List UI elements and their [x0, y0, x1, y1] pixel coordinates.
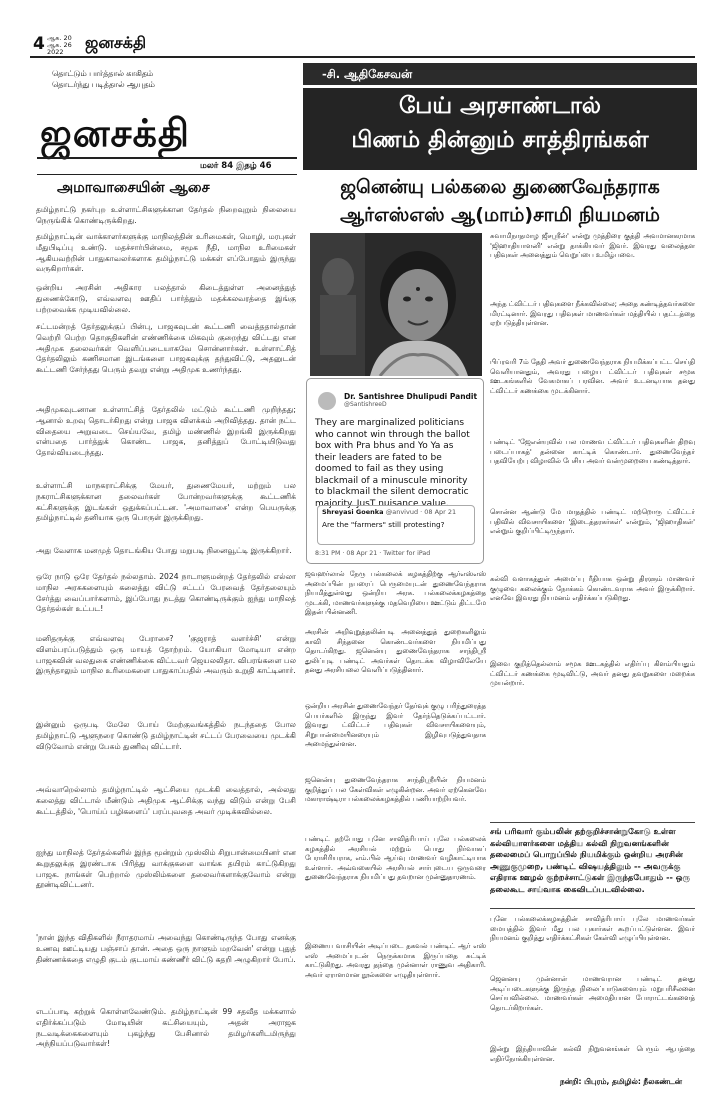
editorial-paragraph: ஒரே நாடு ஒரே தேர்தல் நல்லதாம். 2024 நாடாளுமன்றத் தேர்தலில் எல்லா மாநில அரசுகளையும் கலைத்து விட்டு சட்டப் பேரவைத் தேர்தலையும் சேர்த்து வைப்பார்களாம், இப்போது நடத்து கொண்டிருக்கும் ஐந்து மாநிலத் தேர்தல்கள் உட்பட! [36, 572, 296, 614]
editorial-paragraph: தமிழ்நாட்டின் வாக்காளர்களுக்கு மாநிலத்தின் உரிமைகள், மொழி, மரபுகள் மீதுபிடிப்பு உண்டு. மதச்சார்பின்மை, சமூக நீதி, மாநில உரிமைகள் ஆகியவற்றின் பாதுகாவலர்களாக தமிழ்நாட்டு மக்கள் எப்போதும் இருந்து வருகிறார்கள். [36, 232, 296, 274]
date-line: ஆக. 26 [47, 41, 72, 49]
editorial-paragraph: சட்டமன்றத் தேர்தலுக்குப் பின்பு, பாஜகவுடன் கூட்டணி வைத்ததால்தான் வெற்றி பெற்ற தொகுதிகளின் எண்ணிக்கை மிகவும் குறைந்து விட்டது என அதிமுக தலைவர்கள் வெளிப்படையாகவே சொன்னார்கள். உள்ளாட்சித் தேர்தலிலும் கணிசமான இடங்களை பாஜகவுக்கு தந்துவிட்டு, அதனுடன் கூட்டணி சேர்ந்தது பெரும் தவறு என்று அதிமுக உணர்ந்தது. [36, 322, 296, 375]
editorial-title: அமாவாசையின் ஆசை [57, 180, 210, 196]
tweet-author-name: Dr. Santishree Dhulipudi Pandit [344, 392, 478, 401]
quoted-author-handle: @anvivud · 08 Apr 21 [385, 508, 457, 516]
editorial-paragraph: மனிதருக்கு எவ்வளவு பேராசை? 'குஜராத் வளர்ச்சி' என்று விளம்பரப்படுத்தும் ஒரு மாயத் தோற்றம். யோகியா மோடியா என்ற பாஜகவின் வலதுகை எண்ணிக்கை விட்டவர் ஜெயலலிதா. விபரங்களை பல இருந்தாலும் மாநில உரிமைகளை பாதுகாப்பதில் அவரும் உறுதி காட்டினார். [36, 634, 296, 676]
article-paragraph: ஜெனனயு முன்னாள் மாணவரான பண்டிட் தனது அடிப்படைகளுக்கு இருந்த நிலைப்பாடுகளையும் மறுபரிசீலனை செய்யவில்லை. மாணவர்கள் அமைதியான போராட்டங்களைத் தொடர்கிறார்கள். [490, 975, 695, 1012]
editorial-paragraph: உள்ளாட்சி மாநகராட்சிக்கு மேயர், துணைமேயர், மற்றும் பல நகராட்சிகளுக்கான தலைவர்கள் போன்றவர்களுக்கு கூட்டணிக் கட்சிகளுக்கு இடங்கள் ஒதுக்கப்பட்டன. 'அமாவாசை' என்ற பெயருக்கு தமிழ்நாட்டில் தனியாக ஒரு பொருள் இருக்கிறது. [36, 481, 296, 523]
editorial-paragraph: எடப்பாடி கற்றுக் கொள்ளவேண்டும். தமிழ்நாட்டின் 99 சதவீத மக்களால் எதிர்க்கப்படும் மோடியின் கட்சியையும், அதன் அராஜக நடவடிக்கைகளையும் புகழ்ந்து பேசினால் தமிழர்களிடமிருந்து அந்நியப்படுவார்கள்! [36, 1007, 296, 1049]
tweet-avatar [318, 392, 336, 410]
tagline-2: தொடர்ந்து படித்தால் ஆயுதம் [52, 80, 155, 89]
pullquote-rule-bottom [490, 908, 695, 909]
editorial-paragraph: 'நான் இந்த விதிகளில் நீராதரமாய் அவைந்து கொண்டிருந்த போது எனக்கு உணவு ஊட்டியது பஞ்சாப் தான். அதை ஒரு நாளும் மறவேன்' என்று புதுத் திண்ணக்கதை எழுதி குடம் குடமாய் கண்ணீர் விட்டு கதறி அழுகிறார் போப். [36, 933, 296, 964]
article-credit: நன்றி: பிபுரம், தமிழில்: நீலகண்டன் [560, 1077, 683, 1086]
editorial-paragraph: ஒன்றிய அரசின் அதிகார பலத்தால் கிடைத்துள்ள அனைத்துத் துணைக்கோடு, எவ்வளவு ஊதிப் பார்த்தும் மதக்கலவரத்தை இங்கு பற்றவைக்க முடியவில்லை. [36, 283, 296, 314]
pullquote-rule-top [490, 822, 695, 823]
article-paragraph: இன்று இந்தியாவின் கல்வி நிறுவனங்கள் பெரும் ஆபத்தை எதிர்நோக்கியுள்ளன. [490, 1045, 695, 1063]
article-paragraph: இவை குறித்தெல்லாம் சமூக ஊடகத்தில் எதிர்ப்பு கிளம்பியதும் ட்விட்டர் கணக்கை மூடிவிட்டு, அவர் தனது தவறுகளை மறைக்க முயன்றார். [490, 660, 695, 688]
editorial-paragraph: அது வேளாக மனமுத் தொடங்கிய போது மறுபடி நினைவூட்டி இருக்கிறார். [36, 546, 292, 555]
quoted-tweet-author [322, 508, 456, 516]
article-paragraph: சொன்ன ஆண்டு மே மாதத்தில் பண்டிட் மற்றொரு ட்விட்டர் பதிவில் விவசாயிகளை 'இடைத்தரகர்கள்' என்றும், 'ஜிஹாதிகள்' என்றும் குறிப்பிட்டிருந்தார். [490, 508, 695, 536]
tweet-author-handle: @SantishreeD [344, 401, 387, 408]
pull-quote: சங் பரிவார் கும்பலின் தற்குறிச்சான்றுகோடு உள்ள கல்வியாளர்களை மத்திய கல்வி நிறுவனங்களின் தலைமைப் பொறுப்பில் நியமிக்கும் ஒன்றிய அரசின் அணுகுமுறை, பண்டிட் விஷயத்திலும் -- அவருக்கு எதிராக ஊழல் குற்றச்சாட்டுகள் இருந்தபோதும் -- ஒரு தலைகூட சாய்வாக கைவிடப்படவில்லை. [490, 826, 691, 894]
article-paragraph: புனே பல்கலைக்கழகத்தின் சாவித்ரிபாய் புலே மாணவர்கள் மையத்தில் இவர் மீது பல புகார்கள் கூறப்பட்டுள்ளன. இவர் நியமனம் குறித்து எதிர்க்கட்சிகள் கேள்வி எழுப்பியுள்ளன. [490, 915, 695, 943]
headline-line-1: பேய் அரசாண்டால் [398, 93, 602, 119]
article-paragraph: அந்த ட்விட்டர் பதிவுகளை நீக்கவில்லை; அதை கண்டித்தவர்களை மிரட்டினார். இவரது பதிவுகள் மாணவர்கள் மத்தியில் பதட்டத்தை ஏற்படுத்தியுள்ளன. [490, 300, 695, 328]
article-paragraph: ஜவஹர்லால் நேரு பல்கலைக் கழகத்திற்கு ஆர்எஸ்எஸ் அமைப்பின் நபரைப் பெருமையுடன் துணைவேந்தராக நியமித்துள்ளது ஒன்றிய அரசு. பல்கலைக்கழகத்தை முடக்கி, மாணவர்களுக்கு மதவெறியை ஊட்டும் திட்டமே இதன் பின்னணி. [305, 570, 486, 617]
article-author: -சி. ஆதிகேசவன் [322, 67, 413, 81]
article-paragraph: பண்டிட் தற்போது புனே சாவித்ரிபாய் புலே பல்கலைக் கழகத்தில் அரசியல் மற்றும் பொது நிர்வாகப் பேராசிரியராக, எம்.பில் ஆய்வு மாணவர் வழிகாட்டியாக உள்ளார். அவ்வகையில் அரசியல் சார்புடைய ஒருவரை துணைவேந்தராக நியமிப்பது தவறான முன்னுதாரணம். [305, 835, 486, 882]
article-paragraph: ஒன்றிய அரசின் துணைவேந்தர் தேர்வுக் குழு பரிந்துரைத்த பெயர்களில் இருந்து இவர் தேர்ந்தெடுக்கப்பட்டார். இவரது ட்விட்டர் பதிவுகள் விவசாயிகளையும், சிறுபான்மையினரையும் இழிவுபடுத்துவதாக அமைந்துள்ளன. [305, 702, 486, 749]
article-paragraph: பிப்ரவரி 7ம் தேதி அவர் துணைவேந்தராக நியமிக்கப்பட்ட செய்தி வெளியானதும், அவரது பழைய ட்விட்டர் பதிவுகள் சமூக ஊடகங்களில் வேகமாகப் பரவின. அவர் உடனடியாக தனது ட்விட்டர் கணக்கை முடக்கினார். [490, 358, 695, 395]
date-line: 2022 [47, 48, 64, 56]
article-paragraph: அரசின் அறிவுறுத்தலின்படி அனைத்துத் துறைகளிலும் காவி சிந்தனை கொண்டவர்களை நியமிப்பது தொடர்கிறது. ஜனென்யு துணைவேந்தராக சாந்திஸ்ரீ துலிப்புடி பண்டிட் அவர்கள் தொடக்க விழாவிலேயே தனது அரசியலை வெளிப்படுத்தினார். [305, 628, 486, 675]
masthead-title: ஜனசக்தி [40, 110, 191, 155]
page-number: 4 [33, 34, 45, 54]
header-rule [30, 56, 695, 58]
quoted-tweet-text: Are the "farmers" still protesting? [322, 520, 445, 529]
article-paragraph: சுவாமிநாதமாழ ஜீசஸ்ரீன்' என்று முத்திரை குத்தி அவமானகரமாக 'ஜிஹாதியாளனி' என்று தாக்கியவர் இவர். இவரது வலைத்தள பதிவுகள் அனைத்தும் வெறுப்பை உமிழ்பவை. [490, 232, 695, 260]
editorial-paragraph: ஐந்து மாநிலத் தேர்தல்களில் இந்த மூன்றும் முஸ்லிம் சிறுபான்மையினர் என கூறுதலுக்கு இரண்டாக பிரித்து வாக்குகளை வாங்க தயிரம் காட்டுகிறது பாஜக. நாங்கள் பெற்றால் முஸ்லிம்களை தலைவர்களாக்குவோம் என்று தூண்டிவிட்டனர். [36, 848, 296, 890]
masthead-rule-2 [37, 174, 297, 175]
issue-dates [47, 35, 72, 56]
headline-line-2: பிணம் தின்னும் சாத்திரங்கள் [351, 127, 649, 153]
masthead-rule [37, 157, 297, 159]
subheadline-line-1: ஜனென்யு பல்கலை துணைவேந்தராக [340, 176, 660, 198]
editorial-paragraph: தமிழ்நாட்டு நகர்புற உள்ளாட்சிகளுக்கான தேர்தல் நிறைவுறும் நிலையை நெருங்கிக் கொண்டிருக்கிறது. [36, 205, 296, 225]
article-paragraph: பண்டிட் 'ஜேஎன்யுவில் பல மாணவ ட்விட்டர் பதிவுகளின் திறவு படைப்பாகத்' தன்னை காட்டிக் கொண்டார். துணைவேந்தர் பதவியேற்பு விழாவில் பேசிய அவர் வன்முறையை கண்டித்தார். [490, 438, 695, 466]
article-paragraph: ஜனென்யு துணைவேந்தராக சாந்திஸ்ரீயின் நியமனம் குறித்துப் பல கேள்விகள் எழுகின்றன. அவர் ஏற்கெனவே மகாராஷ்டிரா பல்கலைக்கழகத்தில் பணியாற்றியவர். [305, 776, 486, 804]
portrait-photo [310, 233, 482, 376]
quoted-author-name: Shreyasi Goenka [322, 508, 384, 516]
volume-issue: மலர் 84 இதழ் 46 [200, 161, 272, 171]
article-paragraph: கல்வி வளாகத்துள் அமைப்பு ரீதியாக ஒன்று திரளும் மாணவர் குழுவை கலைக்கும் நோக்கம் கொண்டவராக அவர் இருக்கிறார். எனவே இவரது நியமனம் எதிர்க்கப்படுகிறது. [490, 575, 695, 603]
tagline-1: தொட்டும் பார்த்தால் காகிதம் [52, 69, 154, 78]
paper-name-header: ஜனசக்தி [85, 33, 147, 52]
tweet-timestamp: 8:31 PM · 08 Apr 21 · Twitter for iPad [315, 550, 431, 557]
date-line: ஆக. 20 [47, 34, 72, 42]
editorial-paragraph: அதிமுகவுடனான உள்ளாட்சித் தேர்தலில் மட்டும் கூட்டணி முறிந்தது; ஆனால் உறவு தொடர்கிறது என்று பாஜக விளக்கம் அறிவித்தது. தான் நட்ட விதையை அறுவடை செய்யவே, தமிழ் மண்ணில் இறங்கி இருக்கிறது என்பதை பார்த்துக் கொண்ட பாஜக, தனித்துப் போட்டியிடுவது தோல்வியடைந்தது. [36, 405, 296, 458]
editorial-paragraph: இன்னும் ஒருபடி மேலே போய் மேற்குவங்கத்தில் நடந்ததை போல தமிழ்நாட்டு ஆளுநரை கொண்டு தமிழ்நாட்டின் சட்டப் பேரவையை முடக்கி விடுவோம் என்று பேசும் துணிவு விட்டார். [36, 720, 296, 751]
tweet-text: They are marginalized politicians who cannot win through the ballot box with Pra bhus and Yo Ya as their leaders are fated to be doomed to fail as they using blackmail of a minuscule minority to blackmail the silent democratic majority. JusT nuisance value. [315, 418, 470, 509]
article-paragraph: இணைய வாசியின் அடிப்படை தகவல் பண்டிட் ஆர் எஸ் எஸ் அமைப்புடன் நெருக்கமாக இருப்பதை சுட்டிக் காட்டுகிறது. அவரது தந்தை முன்னாள் ராணுவ அதிகாரி. அவர் ஏராளமான நூல்களை எழுதியுள்ளார். [305, 942, 486, 979]
subheadline-line-2: ஆர்எஸ்எஸ் ஆ(மாம்)சாமி நியமனம் [340, 204, 660, 226]
editorial-paragraph: அவ்வாறெல்லாம் தமிழ்நாட்டில் ஆட்சியை முடக்கி வைத்தால், அல்லது கலைத்து விட்டால் மீண்டும் அதிமுக ஆட்சிக்கு வந்து விடும் என்று பேசி கூட்டத்தில், 'பொய்ப் பழிகளைப்' பரப்புவதை அவர் முடிக்கவில்லை. [36, 785, 296, 816]
